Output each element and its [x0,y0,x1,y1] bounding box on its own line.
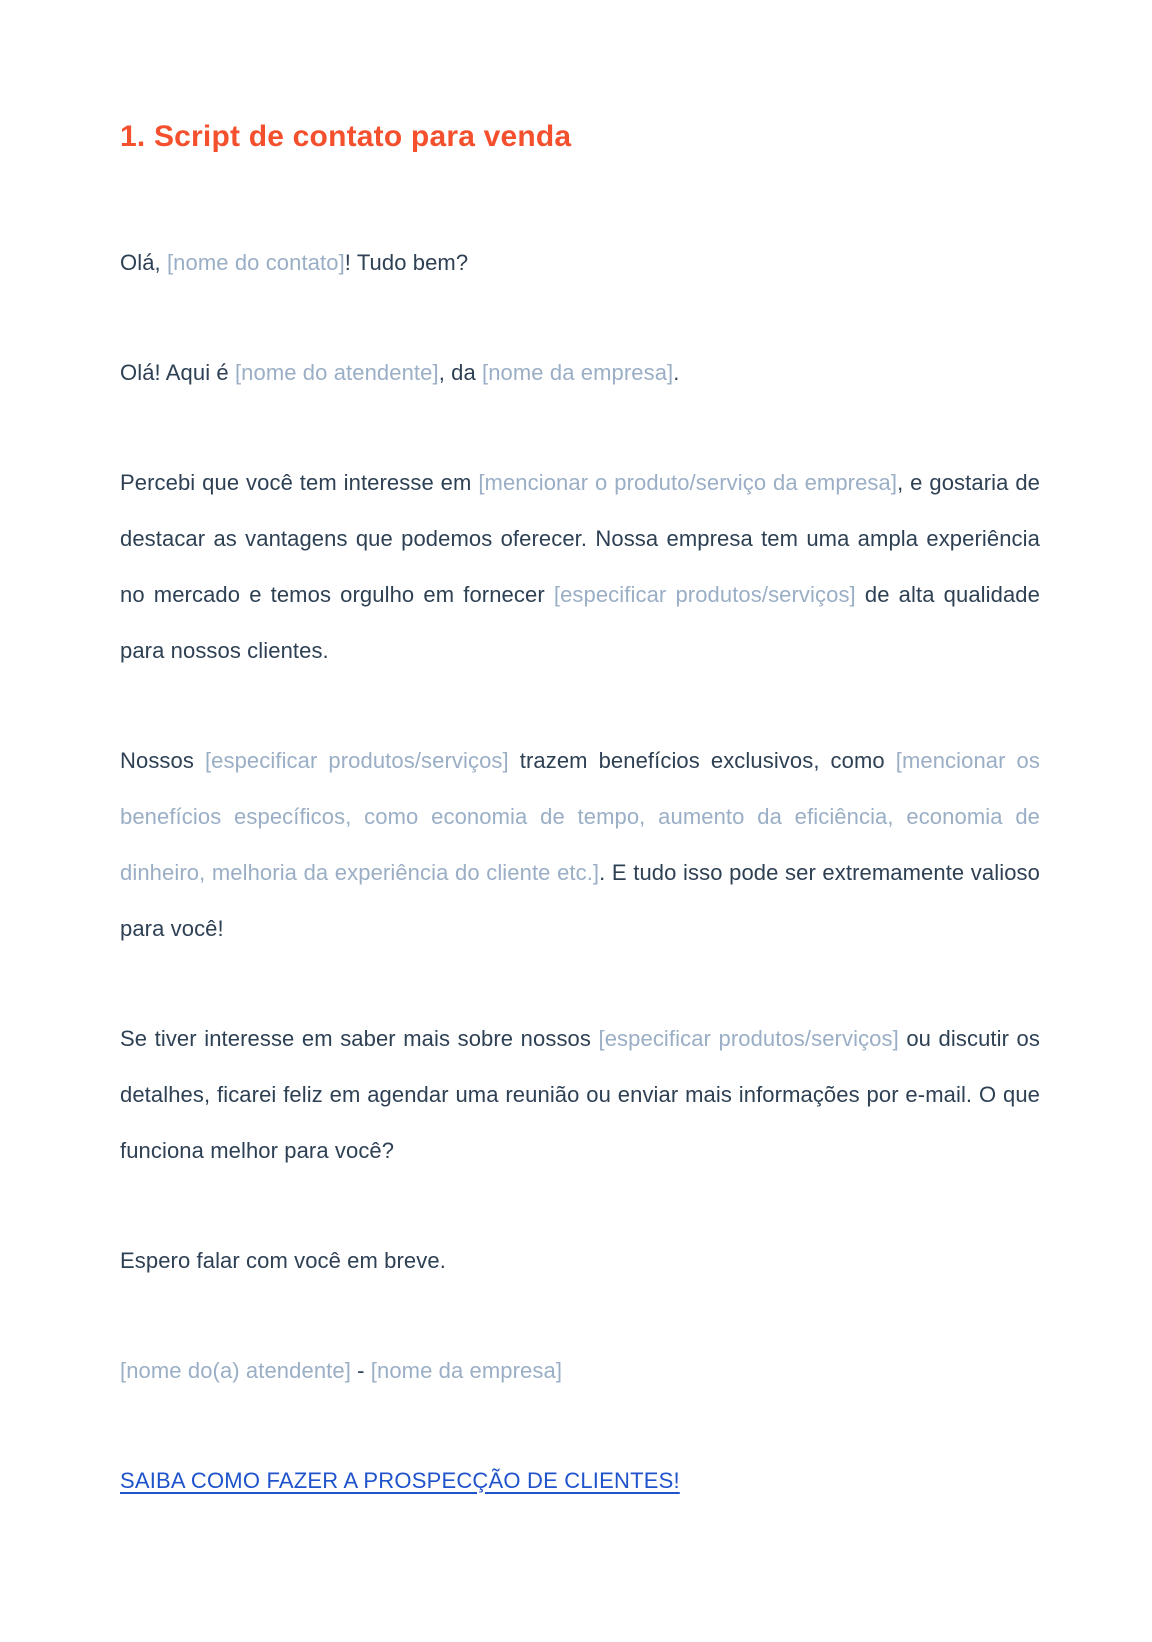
placeholder-field: [especificar produtos/serviços] [204,748,509,773]
placeholder-field: [nome da empresa] [482,360,674,385]
paragraph [120,1343,1040,1399]
paragraph [120,1011,1040,1179]
text-segment: ! Tudo bem? [344,250,469,275]
text-segment: Olá! Aqui é [120,360,235,385]
link-row [120,1453,1040,1512]
paragraph [120,235,1040,291]
text-segment: trazem benefícios exclusivos, como [508,748,896,773]
text-segment: Olá, [120,250,167,275]
text-segment: de alta qualidade para nossos clientes. [120,582,1040,663]
text-segment: , e gostaria de destacar as vantagens que podemos oferecer. Nossa empresa tem uma ampla experiência no mercado e temos orgulho em fornecer [120,470,1040,607]
text-segment: Percebi que você tem interesse em [120,470,479,495]
text-segment: . [673,360,680,385]
paragraph-list [120,235,1040,1399]
paragraph [120,455,1040,679]
placeholder-field: [especificar produtos/serviços] [553,582,856,607]
prospecting-link[interactable]: SAIBA COMO FAZER A PROSPECÇÃO DE CLIENTES! [120,1468,680,1493]
placeholder-field: [nome da empresa] [370,1358,563,1383]
text-segment: . E tudo isso pode ser extremamente valioso para você! [120,860,1040,941]
placeholder-field: [nome do(a) atendente] [120,1358,351,1383]
placeholder-field: [especificar produtos/serviços] [598,1026,899,1051]
text-segment: , da [438,360,482,385]
placeholder-field: [mencionar o produto/serviço da empresa] [478,470,898,495]
page-title: 1. Script de contato para venda [120,120,572,153]
placeholder-field: [mencionar os benefícios específicos, como economia de tempo, aumento da eficiência, economia de dinheiro, melhoria da experiência do cliente etc.] [120,748,1040,885]
paragraph [120,733,1040,957]
paragraph [120,1233,1040,1289]
text-segment: ou discutir os detalhes, ficarei feliz em agendar uma reunião ou enviar mais informações por e-mail. O que funciona melhor para você? [120,1026,1040,1163]
placeholder-field: [nome do contato] [166,250,345,275]
text-segment: Se tiver interesse em saber mais sobre nossos [120,1026,599,1051]
paragraph [120,345,1040,401]
text-segment: Espero falar com você em breve. [120,1248,446,1273]
placeholder-field: [nome do atendente] [234,360,439,385]
text-segment: Nossos [120,748,205,773]
text-segment: - [350,1358,371,1383]
